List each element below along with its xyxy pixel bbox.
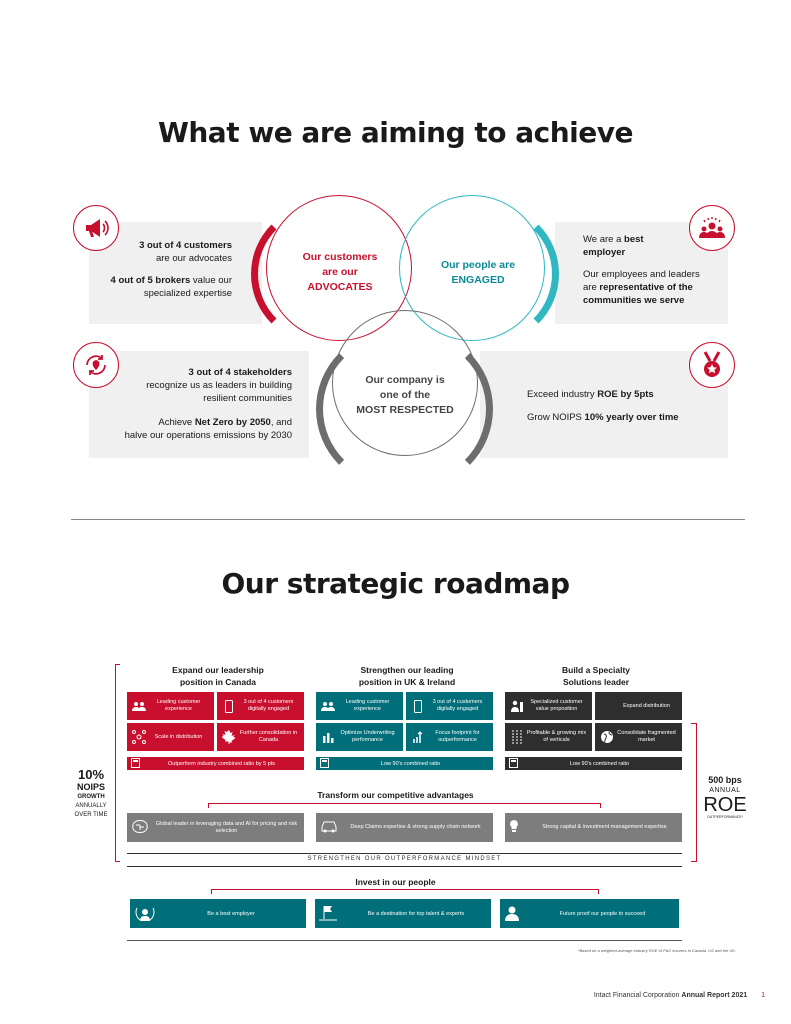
roadmap-tile: Optimize Underwriting performance bbox=[316, 723, 403, 751]
roe-metric: 500 bps ANNUAL ROE OUTPERFORMANCE* bbox=[703, 775, 747, 819]
chart-icon bbox=[320, 729, 336, 745]
car-icon bbox=[320, 820, 342, 835]
flag-icon bbox=[319, 905, 345, 923]
roadmap-tile: Consolidate fragmented market bbox=[595, 723, 682, 751]
people-item: Future proof our people to succeed bbox=[500, 899, 679, 928]
section-divider bbox=[71, 519, 745, 520]
left-bracket bbox=[115, 664, 116, 862]
globe-icon bbox=[599, 729, 615, 745]
footnote: *Based on a weighted-average industry ROE of P&C insurers in Canada, US and the UK. bbox=[577, 948, 736, 953]
roadmap-tile: Further consolidation in Canada bbox=[217, 723, 304, 751]
venn-customers-label: Our customers are our ADVOCATES bbox=[302, 251, 378, 293]
people-title: Invest in our people bbox=[355, 877, 436, 887]
stakeholders-text: 3 out of 4 stakeholders recognize us as leaders in building resilient communities Achieve Net Zero by 2050, and halve our operations emissions by 2030 bbox=[124, 367, 292, 441]
page-title: What we are aiming to achieve bbox=[157, 116, 633, 149]
roadmap-bar: Low 90's combined ratio bbox=[316, 757, 493, 770]
page-number: 1 bbox=[761, 992, 765, 999]
roadmap-tile: Specialized customer value proposition bbox=[505, 692, 592, 720]
transform-item: Strong capital & investment management expertise bbox=[505, 813, 682, 842]
venn-people-label: Our people are ENGAGED bbox=[440, 259, 516, 286]
roadmap-tile: 3 out of 4 customers digitally engaged bbox=[217, 692, 304, 720]
people-item: Be a destination for top talent & experts bbox=[315, 899, 491, 928]
roadmap-tile: Expand distribution bbox=[595, 692, 682, 720]
customers-text: 3 out of 4 customers are our advocates 4 out of 5 brokers value our specialized expertise bbox=[110, 240, 232, 299]
transform-item: Global leader in leveraging data and AI for pricing and risk selection bbox=[127, 813, 304, 842]
transform-item: Deep Claims expertise & strong supply chain network bbox=[316, 813, 493, 842]
people-text: We are a best employer Our employees and leaders are representative of the communities we serve bbox=[583, 234, 700, 306]
roadmap-tile: Leading customer experience bbox=[316, 692, 403, 720]
calculator-icon bbox=[320, 758, 332, 770]
growth-icon bbox=[410, 729, 426, 745]
verticals-icon bbox=[509, 729, 525, 745]
leaf-cycle-icon bbox=[73, 342, 119, 388]
phone-icon bbox=[221, 698, 237, 714]
noips-metric: 10% NOIPS GROWTH ANNUALLY OVER TIME bbox=[74, 767, 108, 818]
specialist-icon bbox=[509, 698, 525, 714]
transform-title: Transform our competitive advantages bbox=[317, 790, 474, 800]
person-icon bbox=[504, 905, 530, 923]
roadmap-tile: 3 out of 4 customers digitally engaged bbox=[406, 692, 493, 720]
roadmap-tile: Scale in distribution bbox=[127, 723, 214, 751]
medal-icon bbox=[689, 342, 735, 388]
people-item: Be a best employer bbox=[130, 899, 306, 928]
calculator-icon bbox=[509, 758, 521, 770]
roadmap-tile: Focus footprint for outperformance bbox=[406, 723, 493, 751]
financial-text: Exceed industry ROE by 5pts Grow NOIPS 10% yearly over time bbox=[527, 389, 679, 423]
footer: Intact Financial Corporation Annual Report 2021 1 bbox=[593, 992, 765, 999]
award-icon bbox=[134, 905, 160, 923]
network-icon bbox=[131, 729, 147, 745]
bulb-icon bbox=[509, 819, 531, 836]
phone-icon bbox=[410, 698, 426, 714]
people-icon bbox=[131, 698, 147, 714]
roadmap-tile: Leading customer experience bbox=[127, 692, 214, 720]
roadmap-title: Our strategic roadmap bbox=[221, 567, 570, 600]
roadmap-bar: Low 90's combined ratio bbox=[505, 757, 682, 770]
column-head-uk: Strengthen our leading position in UK & Ireland bbox=[358, 665, 456, 687]
brain-icon bbox=[131, 820, 153, 836]
maple-leaf-icon bbox=[221, 729, 237, 745]
people-icon bbox=[320, 698, 336, 714]
roadmap-bar: Outperform industry combined ratio by 5 pts bbox=[127, 757, 304, 770]
column-head-specialty: Build a Specialty Solutions leader bbox=[561, 665, 631, 687]
column-head-canada: Expand our leadership position in Canada bbox=[172, 665, 264, 687]
team-icon bbox=[689, 205, 735, 251]
venn-company-label: Our company is one of the MOST RESPECTED bbox=[356, 374, 454, 416]
mindset-label: STRENGTHEN OUR OUTPERFORMANCE MINDSET bbox=[307, 856, 502, 862]
roadmap-tile: Profitable & growing mix of verticals bbox=[505, 723, 592, 751]
megaphone-icon bbox=[73, 205, 119, 251]
expand-icon bbox=[599, 698, 615, 714]
calculator-icon bbox=[131, 758, 143, 770]
